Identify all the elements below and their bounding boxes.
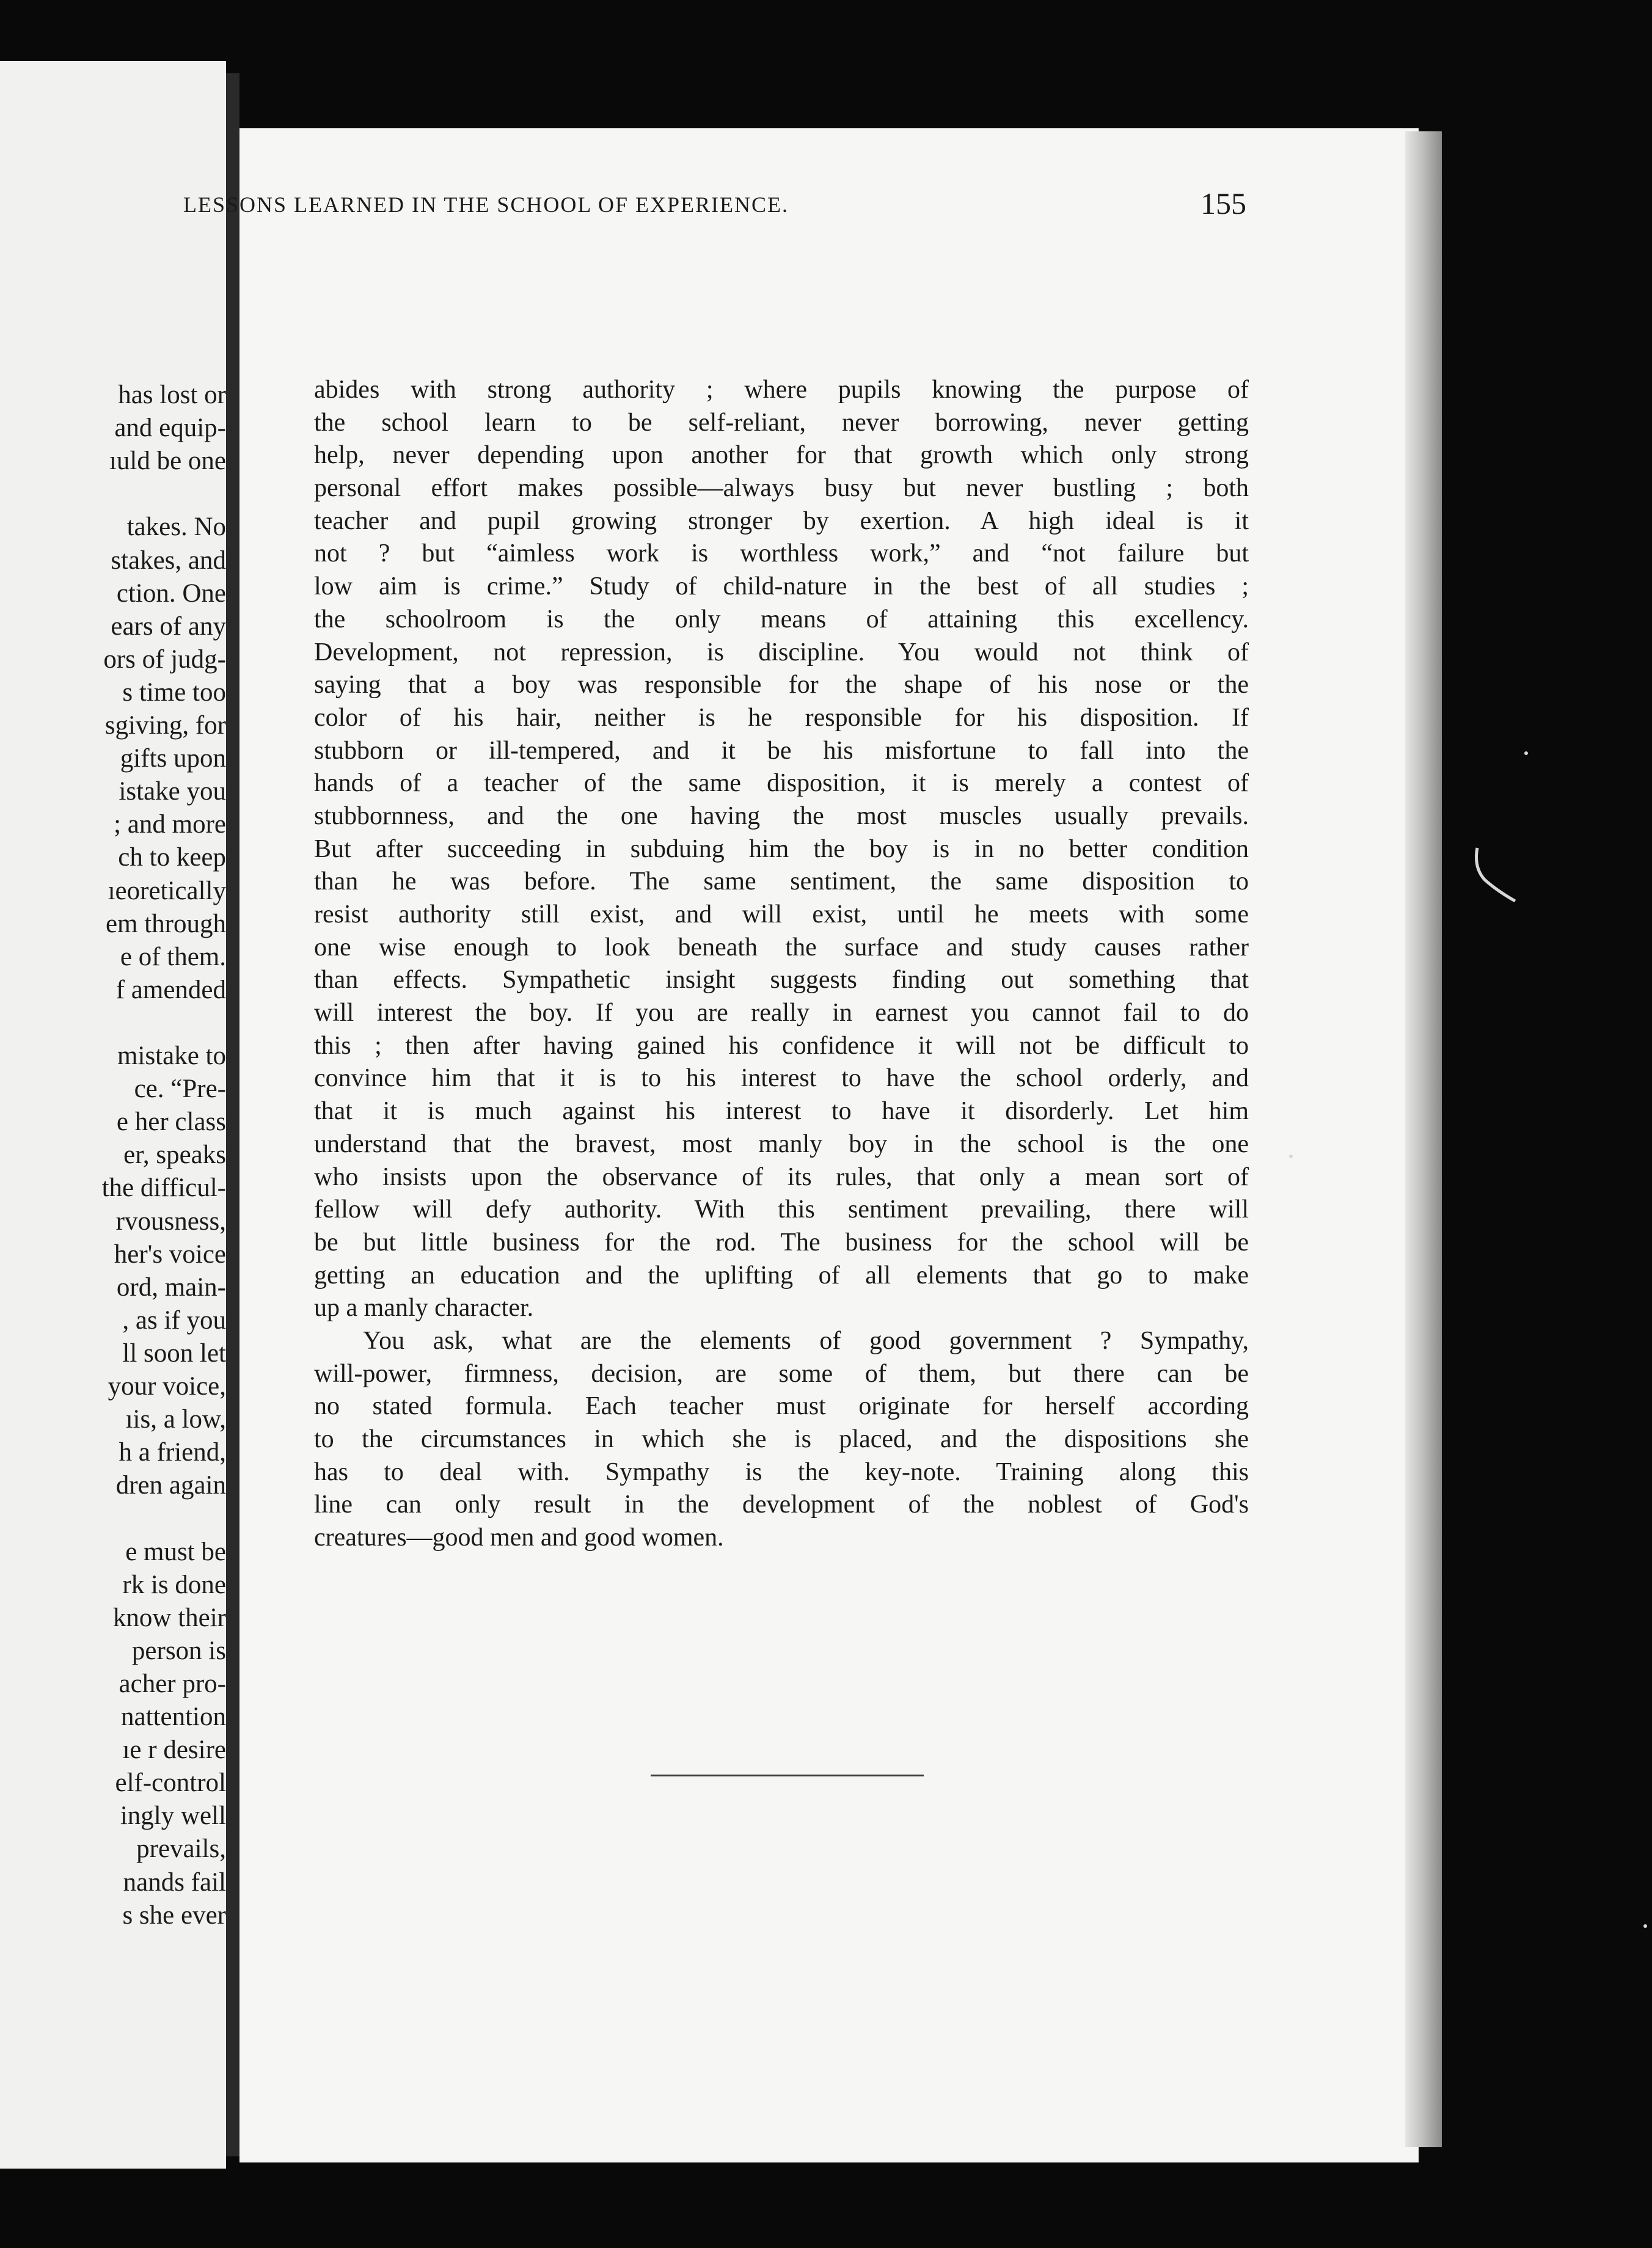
- left-page-line: ıe r desire: [122, 1735, 226, 1765]
- left-page-line: elf-control: [115, 1768, 226, 1798]
- text-line: up a manly character.: [314, 1294, 534, 1323]
- film-speck: [1524, 751, 1528, 755]
- left-page-line: ce. “Pre-: [134, 1075, 226, 1104]
- page-edge: [1405, 131, 1442, 2147]
- left-page-line: ıeoretically: [108, 876, 226, 905]
- left-page-line: know their: [112, 1603, 226, 1632]
- left-page-line: ord, main-: [116, 1272, 226, 1302]
- text-line: resist authority still exist, and will exist, until he meets with some: [314, 900, 1249, 929]
- text-line: help, never depending upon another for that growth which only strong: [314, 441, 1249, 470]
- text-line: no stated formula. Each teacher must originate for herself according: [314, 1392, 1249, 1421]
- text-line: the school learn to be self-reliant, never borrowing, never getting: [314, 408, 1249, 437]
- left-page-line: h a friend,: [119, 1438, 226, 1467]
- book-gutter: [226, 73, 239, 2156]
- left-page-line: em through: [105, 909, 226, 938]
- film-speck: [1643, 1924, 1647, 1928]
- text-line: the schoolroom is the only means of attaining this excellency.: [314, 605, 1249, 633]
- text-line: getting an education and the uplifting of all elements that go to make: [314, 1261, 1249, 1290]
- left-page-line: f amended: [115, 975, 226, 1004]
- left-page-line: e of them.: [120, 942, 226, 971]
- left-page-line: e must be: [125, 1537, 226, 1566]
- left-page-line: prevails,: [136, 1834, 226, 1864]
- left-page-line: person is: [131, 1636, 226, 1665]
- left-page-line: the difficul-: [101, 1173, 226, 1203]
- text-line: than effects. Sympathetic insight suggests finding out something that: [314, 966, 1249, 994]
- left-page-line: ıuld be one: [109, 447, 226, 476]
- text-line: this ; then after having gained his confidence it will not be difficult to: [314, 1031, 1249, 1060]
- left-page-line: your voice,: [108, 1372, 226, 1401]
- text-line: Development, not repression, is discipline. You would not think of: [314, 638, 1249, 666]
- left-page-line: gifts upon: [120, 744, 226, 773]
- left-page-line: rk is done: [122, 1570, 226, 1599]
- left-page: [0, 61, 226, 2169]
- film-speck: [1289, 1155, 1293, 1158]
- text-line: one wise enough to look beneath the surface and study causes rather: [314, 933, 1249, 962]
- left-page-line: takes. No: [126, 513, 226, 542]
- text-line: hands of a teacher of the same disposition, it is merely a contest of: [314, 769, 1249, 798]
- left-page-line: dren again: [115, 1471, 226, 1500]
- left-page-line: ıis, a low,: [125, 1405, 226, 1434]
- left-page-line: ingly well: [120, 1801, 226, 1831]
- text-line: not ? but “aimless work is worthless work,” and “not failure but: [314, 539, 1249, 568]
- left-page-line: has lost or: [118, 381, 226, 409]
- left-page-line: acher pro-: [119, 1669, 226, 1698]
- section-end-rule: [651, 1775, 924, 1776]
- text-line: who insists upon the observance of its rules, that only a mean sort of: [314, 1162, 1249, 1191]
- film-scratch-mark: [1472, 843, 1521, 910]
- left-page-line: s she ever: [122, 1900, 226, 1930]
- text-line: convince him that it is to his interest to have the school orderly, and: [314, 1064, 1249, 1093]
- text-line: creatures—good men and good women.: [314, 1524, 724, 1552]
- left-page-line: rvousness,: [115, 1206, 226, 1236]
- text-line: has to deal with. Sympathy is the key-note. Training along this: [314, 1458, 1249, 1486]
- left-page-line: , as if you: [122, 1305, 226, 1335]
- text-line: You ask, what are the elements of good government ? Sympathy,: [363, 1326, 1249, 1355]
- text-line: stubborn or ill-tempered, and it be his misfortune to fall into the: [314, 736, 1249, 765]
- left-page-line: ; and more: [114, 810, 226, 839]
- running-head: [183, 183, 1246, 232]
- text-line: abides with strong authority ; where pupils knowing the purpose of: [314, 376, 1249, 404]
- text-line: saying that a boy was responsible for the shape of his nose or the: [314, 671, 1249, 699]
- text-line: color of his hair, neither is he responsible for his disposition. If: [314, 703, 1249, 732]
- text-line: will-power, firmness, decision, are some of them, but there can be: [314, 1359, 1249, 1388]
- page-number: 155: [1201, 186, 1246, 221]
- body-text: [314, 374, 1249, 1555]
- left-page-line: istake you: [119, 777, 226, 806]
- left-page-line: mistake to: [117, 1042, 226, 1070]
- left-page-line: stakes, and: [111, 546, 226, 575]
- left-page-line: ears of any: [111, 611, 226, 641]
- left-page-line: e her class: [116, 1108, 226, 1137]
- text-line: understand that the bravest, most manly boy in the school is the one: [314, 1129, 1249, 1158]
- left-page-line: nattention: [121, 1702, 226, 1731]
- left-page-line: and equip-: [114, 414, 226, 443]
- text-line: will interest the boy. If you are really in earnest you cannot fail to do: [314, 999, 1249, 1027]
- left-page-line: ch to keep: [118, 843, 226, 872]
- left-page-line: ors of judg-: [103, 644, 226, 674]
- text-line: But after succeeding in subduing him the boy is in no better condition: [314, 834, 1249, 863]
- text-line: personal effort makes possible—always busy but never bustling ; both: [314, 474, 1249, 503]
- left-page-line: nands fail: [123, 1867, 226, 1897]
- text-line: than he was before. The same sentiment, the same disposition to: [314, 867, 1249, 896]
- text-line: fellow will defy authority. With this sentiment prevailing, there will: [314, 1195, 1249, 1224]
- left-page-line: ll soon let: [122, 1338, 226, 1368]
- left-page-line: ction. One: [116, 578, 226, 608]
- text-line: that it is much against his interest to have it disorderly. Let him: [314, 1097, 1249, 1126]
- running-title: LESSONS LEARNED IN THE SCHOOL OF EXPERIENCE.: [183, 192, 789, 217]
- left-page-line: her's voice: [114, 1239, 226, 1269]
- text-line: to the circumstances in which she is placed, and the dispositions she: [314, 1425, 1249, 1453]
- text-line: be but little business for the rod. The business for the school will be: [314, 1228, 1249, 1257]
- text-line: teacher and pupil growing stronger by exertion. A high ideal is it: [314, 506, 1249, 535]
- text-line: stubbornness, and the one having the most muscles usually prevails.: [314, 801, 1249, 830]
- left-page-line: s time too: [122, 677, 226, 707]
- text-line: line can only result in the development of the noblest of God's: [314, 1491, 1249, 1519]
- left-page-line: sgiving, for: [104, 711, 226, 740]
- text-line: low aim is crime.” Study of child-nature in the best of all studies ;: [314, 572, 1249, 601]
- left-page-line: er, speaks: [123, 1140, 226, 1170]
